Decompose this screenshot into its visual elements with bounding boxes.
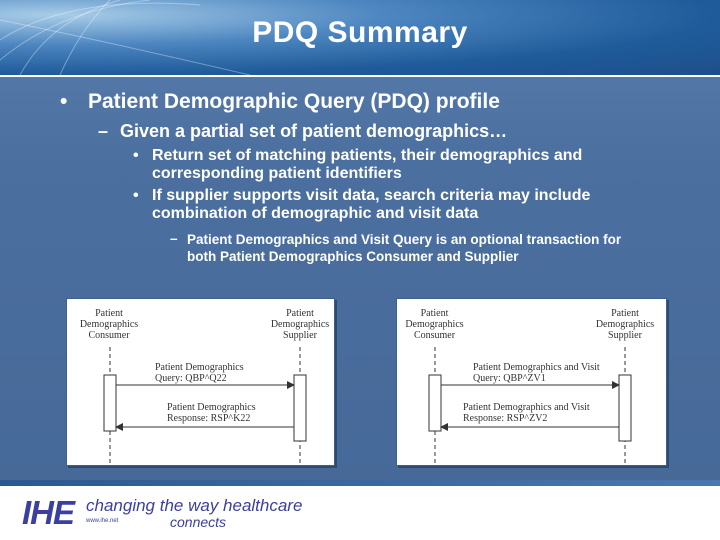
footer (0, 480, 720, 540)
bullet-level1: Patient Demographic Query (PDQ) profile (88, 90, 500, 113)
logo-url: www.ihe.net (86, 518, 119, 524)
sequence-diagram-left (66, 298, 335, 466)
footer-divider (0, 480, 720, 486)
bullet-marker: • (133, 187, 139, 204)
message-query: Patient Demographics Query: QBP^Q22 (155, 362, 244, 384)
message-response: Patient Demographics Response: RSP^K22 (167, 402, 256, 424)
bullet-level4: Patient Demographics and Visit Query is an optional transaction for both Patient Demographics Consumer and Supplier (187, 232, 622, 264)
ihe-logo: IHE (22, 494, 75, 531)
logo-tagline: changing the way healthcare (86, 496, 303, 515)
logo-tagline-connects: connects (170, 514, 227, 530)
header-band (0, 0, 720, 77)
bullet-marker: • (133, 147, 139, 164)
message-query: Patient Demographics and Visit Query: QBP^ZV1 (473, 362, 600, 384)
actor-supplier: Patient Demographics Supplier (270, 308, 330, 341)
bullet-level3-a: Return set of matching patients, their demographics and corresponding patient identifiers (152, 147, 583, 182)
actor-consumer: Patient Demographics Consumer (405, 308, 464, 341)
dash-marker: – (98, 121, 109, 141)
dash-marker: – (170, 231, 178, 246)
actor-consumer: Patient Demographics Consumer (79, 308, 139, 341)
sequence-diagram-right (396, 298, 667, 466)
bullet-level3-b: If supplier supports visit data, search criteria may include combination of demographic and visit data (152, 187, 591, 222)
actor-supplier: Patient Demographics Supplier (595, 308, 655, 341)
slide-title: PDQ Summary (252, 16, 468, 49)
message-response: Patient Demographics and Visit Response: RSP^ZV2 (463, 402, 590, 424)
bullet-level2: Given a partial set of patient demographics… (120, 121, 508, 141)
bullet-marker: • (60, 90, 68, 113)
